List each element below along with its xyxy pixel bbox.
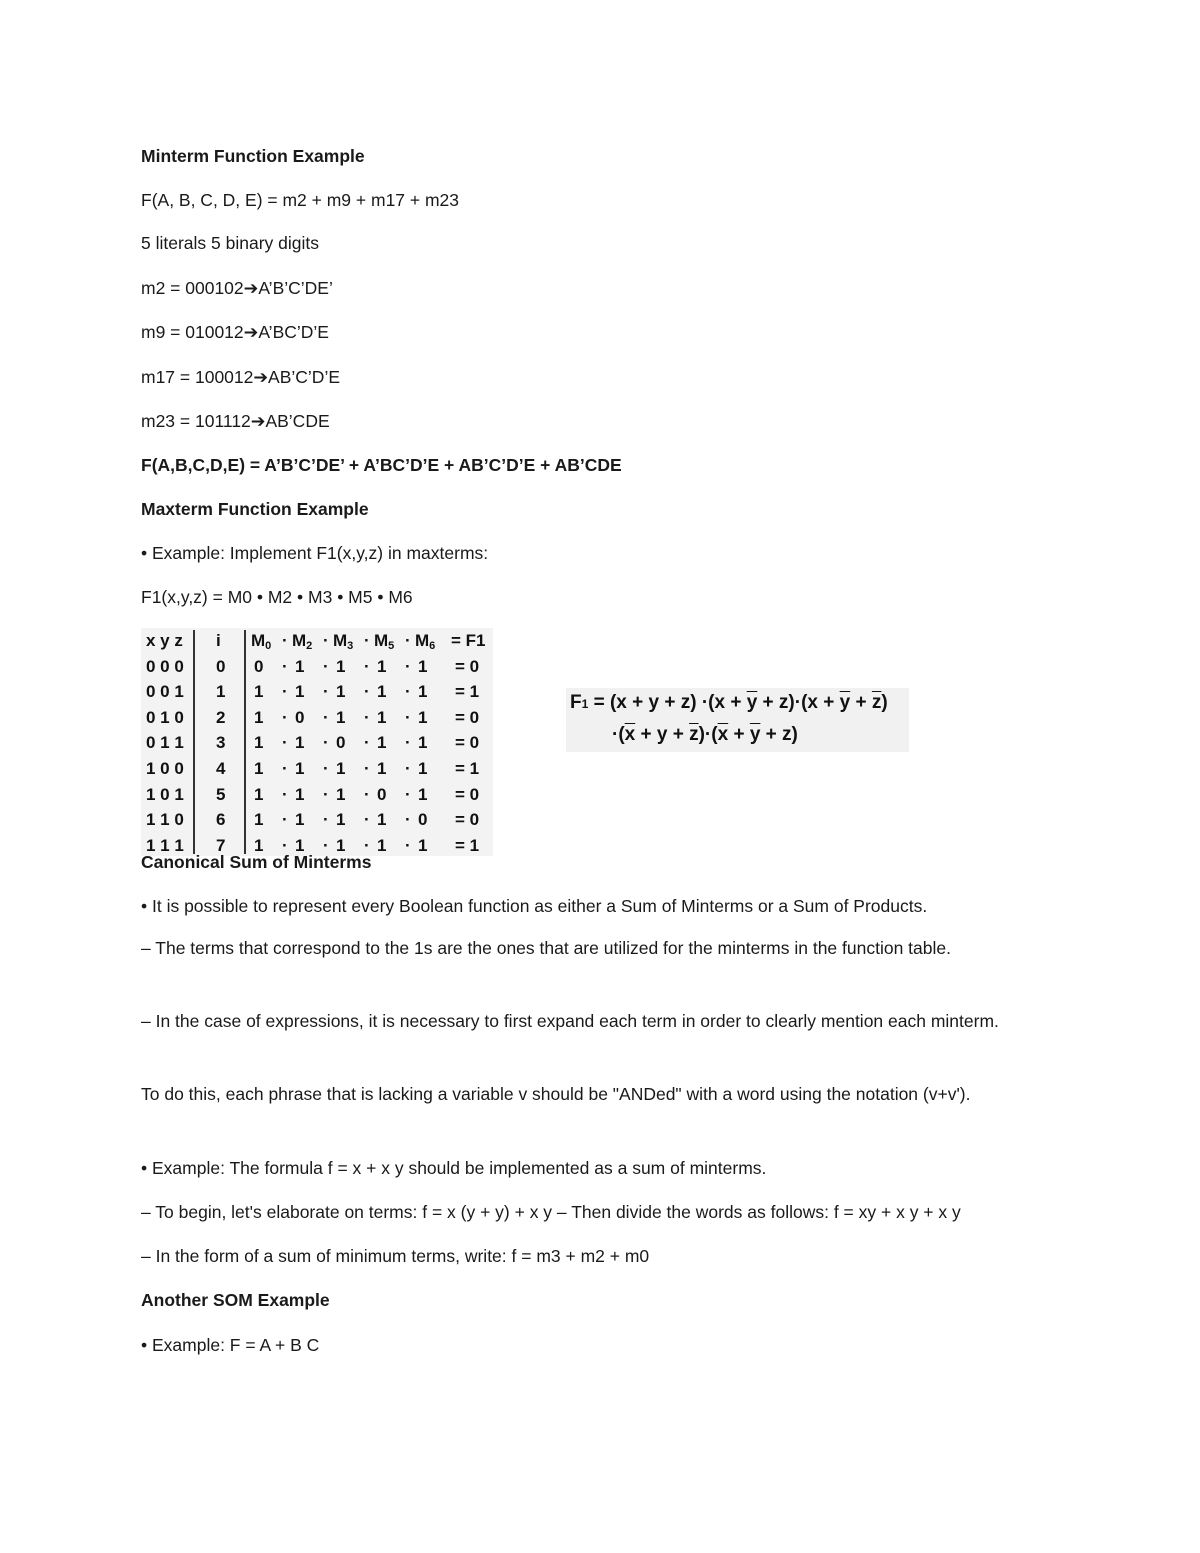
table-dot: ·: [364, 810, 370, 830]
header-m3: $M_3$: [333, 631, 354, 652]
table-dot: ·: [405, 733, 411, 753]
table-cell-m5: 1: [377, 682, 387, 702]
table-cell-m5: 1: [377, 707, 387, 727]
minterm-result: F(A,B,C,D,E) = A’B’C’DE’ + A’BC’D’E + AB’C’D’E + AB’CDE: [141, 455, 622, 475]
canonical-p4: To do this, each phrase that is lacking a variable v should be "ANDed" with a word using the notation (v+v').: [141, 1084, 971, 1104]
table-cell-m3: 1: [336, 682, 346, 702]
table-cell-m2: 1: [295, 784, 305, 804]
table-cell-f: = 0: [455, 784, 480, 804]
table-dot: ·: [282, 835, 288, 855]
table-cell-xyz: 0 1 1: [146, 733, 184, 753]
table-cell-m2: 1: [295, 835, 305, 855]
table-dot: ·: [364, 682, 370, 702]
m2-line: m2 = 000102➔A’B’C’DE’: [141, 278, 333, 298]
table-cell-m0: 0: [254, 656, 264, 676]
header-m0: $M_0$: [251, 631, 272, 652]
header-f1: = F1: [451, 631, 486, 650]
table-cell-f: = 1: [455, 682, 480, 702]
table-cell-f: = 0: [455, 656, 480, 676]
table-cell-m6: 1: [418, 733, 428, 753]
table-cell-m0: 1: [254, 784, 264, 804]
table-dot: ·: [282, 733, 288, 753]
table-cell-xyz: 0 1 0: [146, 707, 184, 727]
table-cell-i: 1: [216, 682, 226, 702]
table-dot: ·: [364, 656, 370, 676]
table-cell-i: 4: [216, 759, 226, 778]
som-example: • Example: F = A + B C: [141, 1335, 320, 1355]
table-dot: ·: [364, 784, 370, 804]
table-cell-xyz: 1 1 0: [146, 810, 184, 830]
header-xyz: x y z: [146, 631, 183, 650]
table-dot: ·: [323, 784, 329, 804]
table-dot: ·: [282, 707, 288, 727]
header-m6: $M_6$: [415, 631, 436, 652]
table-cell-m6: 1: [418, 835, 428, 855]
header-dot: ·: [282, 631, 288, 650]
table-cell-i: 3: [216, 733, 226, 753]
table-cell-m5: 1: [377, 759, 387, 778]
table-cell-f: = 1: [455, 759, 480, 778]
table-row: [141, 654, 493, 680]
table-cell-m5: 1: [377, 810, 387, 830]
table-dot: ·: [364, 759, 370, 778]
m9-line: m9 = 010012➔A’BC’D’E: [141, 322, 329, 342]
table-dot: ·: [282, 784, 288, 804]
table-cell-m6: 0: [418, 810, 428, 830]
table-cell-m3: 1: [336, 759, 346, 778]
header-m5: $M_5$: [374, 631, 395, 652]
table-cell-m0: 1: [254, 707, 264, 727]
maxterm-example: • Example: Implement F1(x,y,z) in maxterms:: [141, 543, 489, 563]
m17-line: m17 = 100012➔AB’C’D’E: [141, 367, 341, 387]
table-dot: ·: [282, 682, 288, 702]
table-cell-m3: 1: [336, 784, 346, 804]
table-dot: ·: [323, 656, 329, 676]
table-header: [141, 628, 493, 654]
table-row: [141, 705, 493, 731]
header-dot: ·: [323, 631, 329, 650]
table-cell-m5: 0: [377, 784, 387, 804]
table-dot: ·: [405, 759, 411, 778]
table-cell-f: = 0: [455, 733, 480, 753]
table-cell-m2: 0: [295, 707, 305, 727]
table-cell-m5: 1: [377, 733, 387, 753]
table-cell-f: = 0: [455, 810, 480, 830]
canonical-p1: • It is possible to represent every Boolean function as either a Sum of Minterms or a Sum of Products.: [141, 896, 928, 916]
table-dot: ·: [323, 835, 329, 855]
table-cell-m2: 1: [295, 656, 305, 676]
table-dot: ·: [405, 835, 411, 855]
table-cell-m3: 1: [336, 656, 346, 676]
table-dot: ·: [405, 707, 411, 727]
table-cell-m0: 1: [254, 835, 264, 855]
minterm-function: F(A, B, C, D, E) = m2 + m9 + m17 + m23: [141, 190, 460, 210]
table-cell-m0: 1: [254, 759, 264, 778]
table-dot: ·: [323, 733, 329, 753]
header-dot: ·: [405, 631, 411, 650]
table-dot: ·: [323, 682, 329, 702]
formula-line-2: $\cdot(\overline{x} + y + \overline{z})\cdot(\overline{x} + \overline{y} + z)$: [612, 724, 798, 745]
table-cell-m6: 1: [418, 784, 428, 804]
canonical-p6: – To begin, let's elaborate on terms: f = x (y + y) + x y – Then divide the words as follows: f = xy + x y + x y: [141, 1202, 961, 1222]
table-cell-m0: 1: [254, 810, 264, 830]
table-dot: ·: [405, 656, 411, 676]
table-dot: ·: [364, 707, 370, 727]
table-dot: ·: [405, 810, 411, 830]
table-cell-m3: 1: [336, 835, 346, 855]
table-cell-i: 7: [216, 835, 226, 855]
table-cell-f: = 0: [455, 707, 480, 727]
table-cell-m0: 1: [254, 733, 264, 753]
table-dot: ·: [364, 733, 370, 753]
table-dot: ·: [282, 810, 288, 830]
truth-table: [141, 628, 493, 856]
table-cell-xyz: 1 1 1: [146, 835, 184, 855]
table-row: [141, 807, 493, 833]
table-cell-m6: 1: [418, 656, 428, 676]
table-dot: ·: [282, 656, 288, 676]
table-cell-i: 5: [216, 784, 226, 804]
table-cell-i: 6: [216, 810, 226, 830]
table-dot: ·: [405, 682, 411, 702]
m23-line: m23 = 101112➔AB’CDE: [141, 411, 330, 431]
table-row: [141, 679, 493, 705]
table-row: [141, 756, 493, 782]
table-cell-xyz: 1 0 0: [146, 759, 184, 778]
table-row: [141, 782, 493, 808]
table-cell-i: 2: [216, 707, 226, 727]
formula-line-1: $F1 = (x + y + z) \cdot(x + \overline{y} + z)\cdot(x + \overline{y} + \overline{z})$: [570, 692, 888, 713]
table-cell-i: 0: [216, 656, 226, 676]
table-cell-m3: 0: [336, 733, 346, 753]
header-i: i: [216, 631, 221, 650]
som-heading: Another SOM Example: [141, 1290, 330, 1310]
table-cell-m3: 1: [336, 707, 346, 727]
table-cell-m0: 1: [254, 682, 264, 702]
table-cell-m3: 1: [336, 810, 346, 830]
table-cell-m5: 1: [377, 835, 387, 855]
table-dot: ·: [405, 784, 411, 804]
table-dot: ·: [323, 810, 329, 830]
table-cell-m6: 1: [418, 759, 428, 778]
table-cell-m2: 1: [295, 733, 305, 753]
maxterm-heading: Maxterm Function Example: [141, 499, 369, 519]
minterm-heading: Minterm Function Example: [141, 146, 365, 166]
table-cell-m5: 1: [377, 656, 387, 676]
table-cell-m6: 1: [418, 682, 428, 702]
table-cell-xyz: 0 0 1: [146, 682, 184, 702]
table-cell-f: = 1: [455, 835, 480, 855]
canonical-heading: Canonical Sum of Minterms: [141, 852, 372, 872]
table-cell-m6: 1: [418, 707, 428, 727]
table-cell-m2: 1: [295, 759, 305, 778]
canonical-p3: – In the case of expressions, it is necessary to first expand each term in order to clearly mention each minterm.: [141, 1011, 999, 1031]
canonical-p5: • Example: The formula f = x + x y should be implemented as a sum of minterms.: [141, 1158, 767, 1178]
header-dot: ·: [364, 631, 370, 650]
table-cell-m2: 1: [295, 810, 305, 830]
canonical-p2: – The terms that correspond to the 1s are the ones that are utilized for the minterms in the function table.: [141, 938, 951, 958]
maxterm-function: F1(x,y,z) = M0 • M2 • M3 • M5 • M6: [141, 587, 413, 607]
table-cell-xyz: 0 0 0: [146, 656, 184, 676]
table-dot: ·: [282, 759, 288, 778]
table-dot: ·: [323, 759, 329, 778]
table-cell-xyz: 1 0 1: [146, 784, 184, 804]
header-m2: $M_2$: [292, 631, 313, 652]
canonical-p7: – In the form of a sum of minimum terms, write: f = m3 + m2 + m0: [141, 1246, 650, 1266]
table-row: [141, 730, 493, 756]
literals-text: 5 literals 5 binary digits: [141, 233, 319, 253]
maxterm-formula-image: [566, 688, 909, 752]
table-cell-m2: 1: [295, 682, 305, 702]
table-dot: ·: [323, 707, 329, 727]
table-dot: ·: [364, 835, 370, 855]
